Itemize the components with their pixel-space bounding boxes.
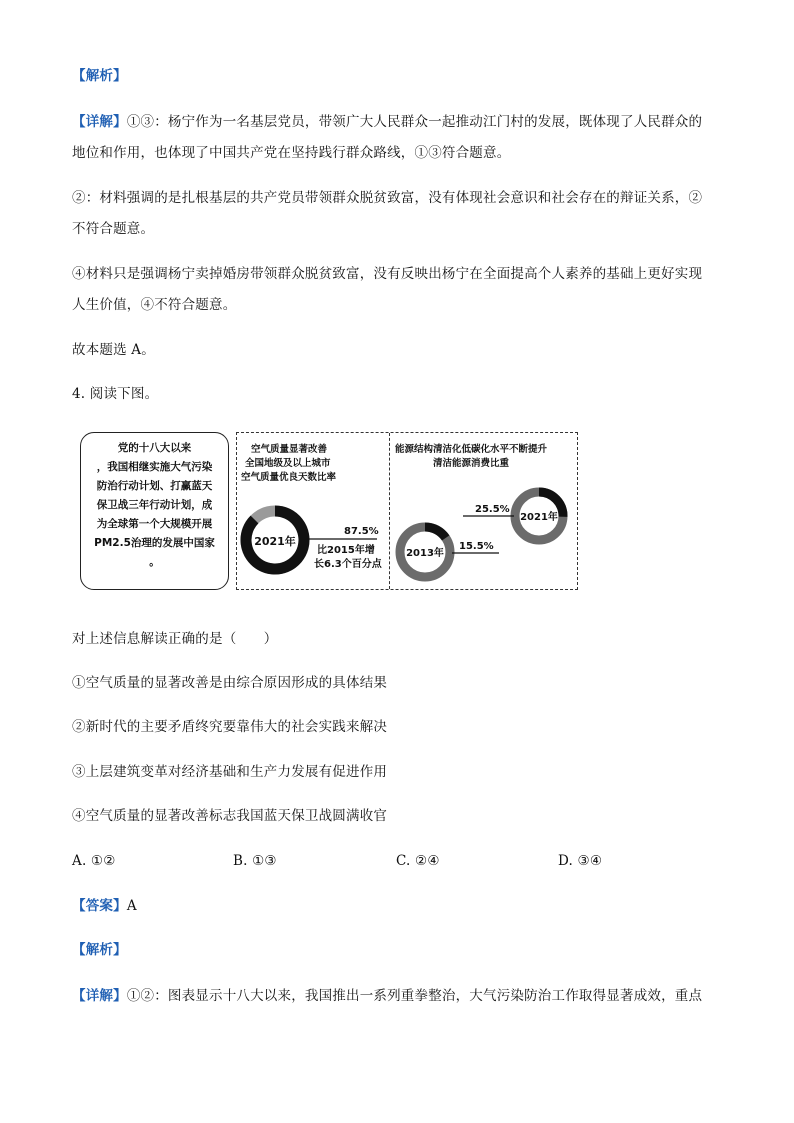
air-value-label: 87.5% [344, 526, 379, 537]
policy-textbox [80, 432, 229, 590]
energy-title: 能源结构清洁化低碳化水平不断提升 [395, 444, 548, 455]
air-quality-title: 空气质量显著改善 [251, 444, 328, 455]
question-number: 4. 阅读下图。 [72, 386, 159, 402]
analysis-heading: 【解析】 [72, 68, 127, 84]
energy-2013-label: 2013年 [406, 548, 444, 559]
choice-b: B. ①③ [233, 853, 277, 869]
choice-a: A. ①② [72, 853, 116, 869]
detail-text: ①②：图表显示十八大以来，我国推出一系列重拳整治，大气污染防治工作取得显著成效，重点 [126, 988, 703, 1004]
detail-text: ①③：杨宁作为一名基层党员，带领广大人民群众一起推动江门村的发展，既体现了人民群众的 [126, 114, 703, 130]
paragraph-line: ②：材料强调的是扎根基层的共产党员带领群众脱贫致富，没有体现社会意识和社会存在的辩证关系，② [72, 190, 703, 206]
air-note-line: 长6.3个百分点 [314, 559, 382, 570]
detail-line [72, 986, 702, 1006]
choice-d: D. ③④ [558, 853, 603, 869]
paragraph-line: 地位和作用，也体现了中国共产党在坚持践行群众路线，①③符合题意。 [72, 145, 511, 161]
question-stem: 对上述信息解读正确的是（ ） [72, 631, 278, 647]
policy-line: 。 [149, 556, 160, 568]
policy-line: PM2.5治理的发展中国家 [94, 537, 215, 549]
air-ring-label: 2021年 [254, 535, 296, 548]
detail-tag: 【详解】 [72, 988, 127, 1004]
paragraph-line: 不符合题意。 [72, 221, 155, 237]
statement-4: ④空气质量的显著改善标志我国蓝天保卫战圆满收官 [72, 808, 388, 824]
detail-paragraph-line [72, 112, 702, 132]
analysis-heading: 【解析】 [72, 942, 127, 958]
answer-value: A [126, 898, 137, 914]
energy-2021-label: 2021年 [520, 512, 558, 523]
statement-1: ①空气质量的显著改善是由综合原因形成的具体结果 [72, 675, 388, 691]
policy-line: 党的十八大以来 [117, 442, 192, 454]
energy-2013-ring-arc [425, 527, 446, 538]
air-quality-subtitle: 全国地级及以上城市 [245, 458, 331, 469]
policy-line: ，我国相继实施大气污染 [96, 461, 213, 473]
answer-tag: 【答案】 [72, 898, 127, 914]
statement-2: ②新时代的主要矛盾终究要靠伟大的社会实践来解决 [72, 719, 388, 735]
energy-2021-value: 25.5% [475, 504, 510, 515]
answer-line [72, 896, 137, 916]
policy-line: 防治行动计划、打赢蓝天 [96, 480, 213, 492]
charts-panel [236, 432, 578, 590]
statement-3: ③上层建筑变革对经济基础和生产力发展有促进作用 [72, 764, 388, 780]
policy-line: 为全球第一个大规模开展 [96, 518, 213, 530]
conclusion-line: 故本题选 A。 [72, 342, 155, 358]
air-note-line: 比2015年增 [317, 545, 375, 556]
paragraph-line: 人生价值，④不符合题意。 [72, 297, 237, 313]
ring-charts [237, 433, 577, 589]
energy-2013-value: 15.5% [459, 541, 494, 552]
air-quality-subtitle: 空气质量优良天数比率 [241, 472, 337, 483]
energy-subtitle: 清洁能源消费比重 [433, 458, 510, 469]
paragraph-line: ④材料只是强调杨宁卖掉婚房带领群众脱贫致富，没有反映出杨宁在全面提高个人素养的基础上更好实现 [72, 266, 703, 282]
choice-c: C. ②④ [396, 853, 440, 869]
policy-line: 保卫战三年行动计划，成 [96, 499, 213, 511]
question-figure [80, 432, 578, 592]
detail-tag: 【详解】 [72, 114, 127, 130]
